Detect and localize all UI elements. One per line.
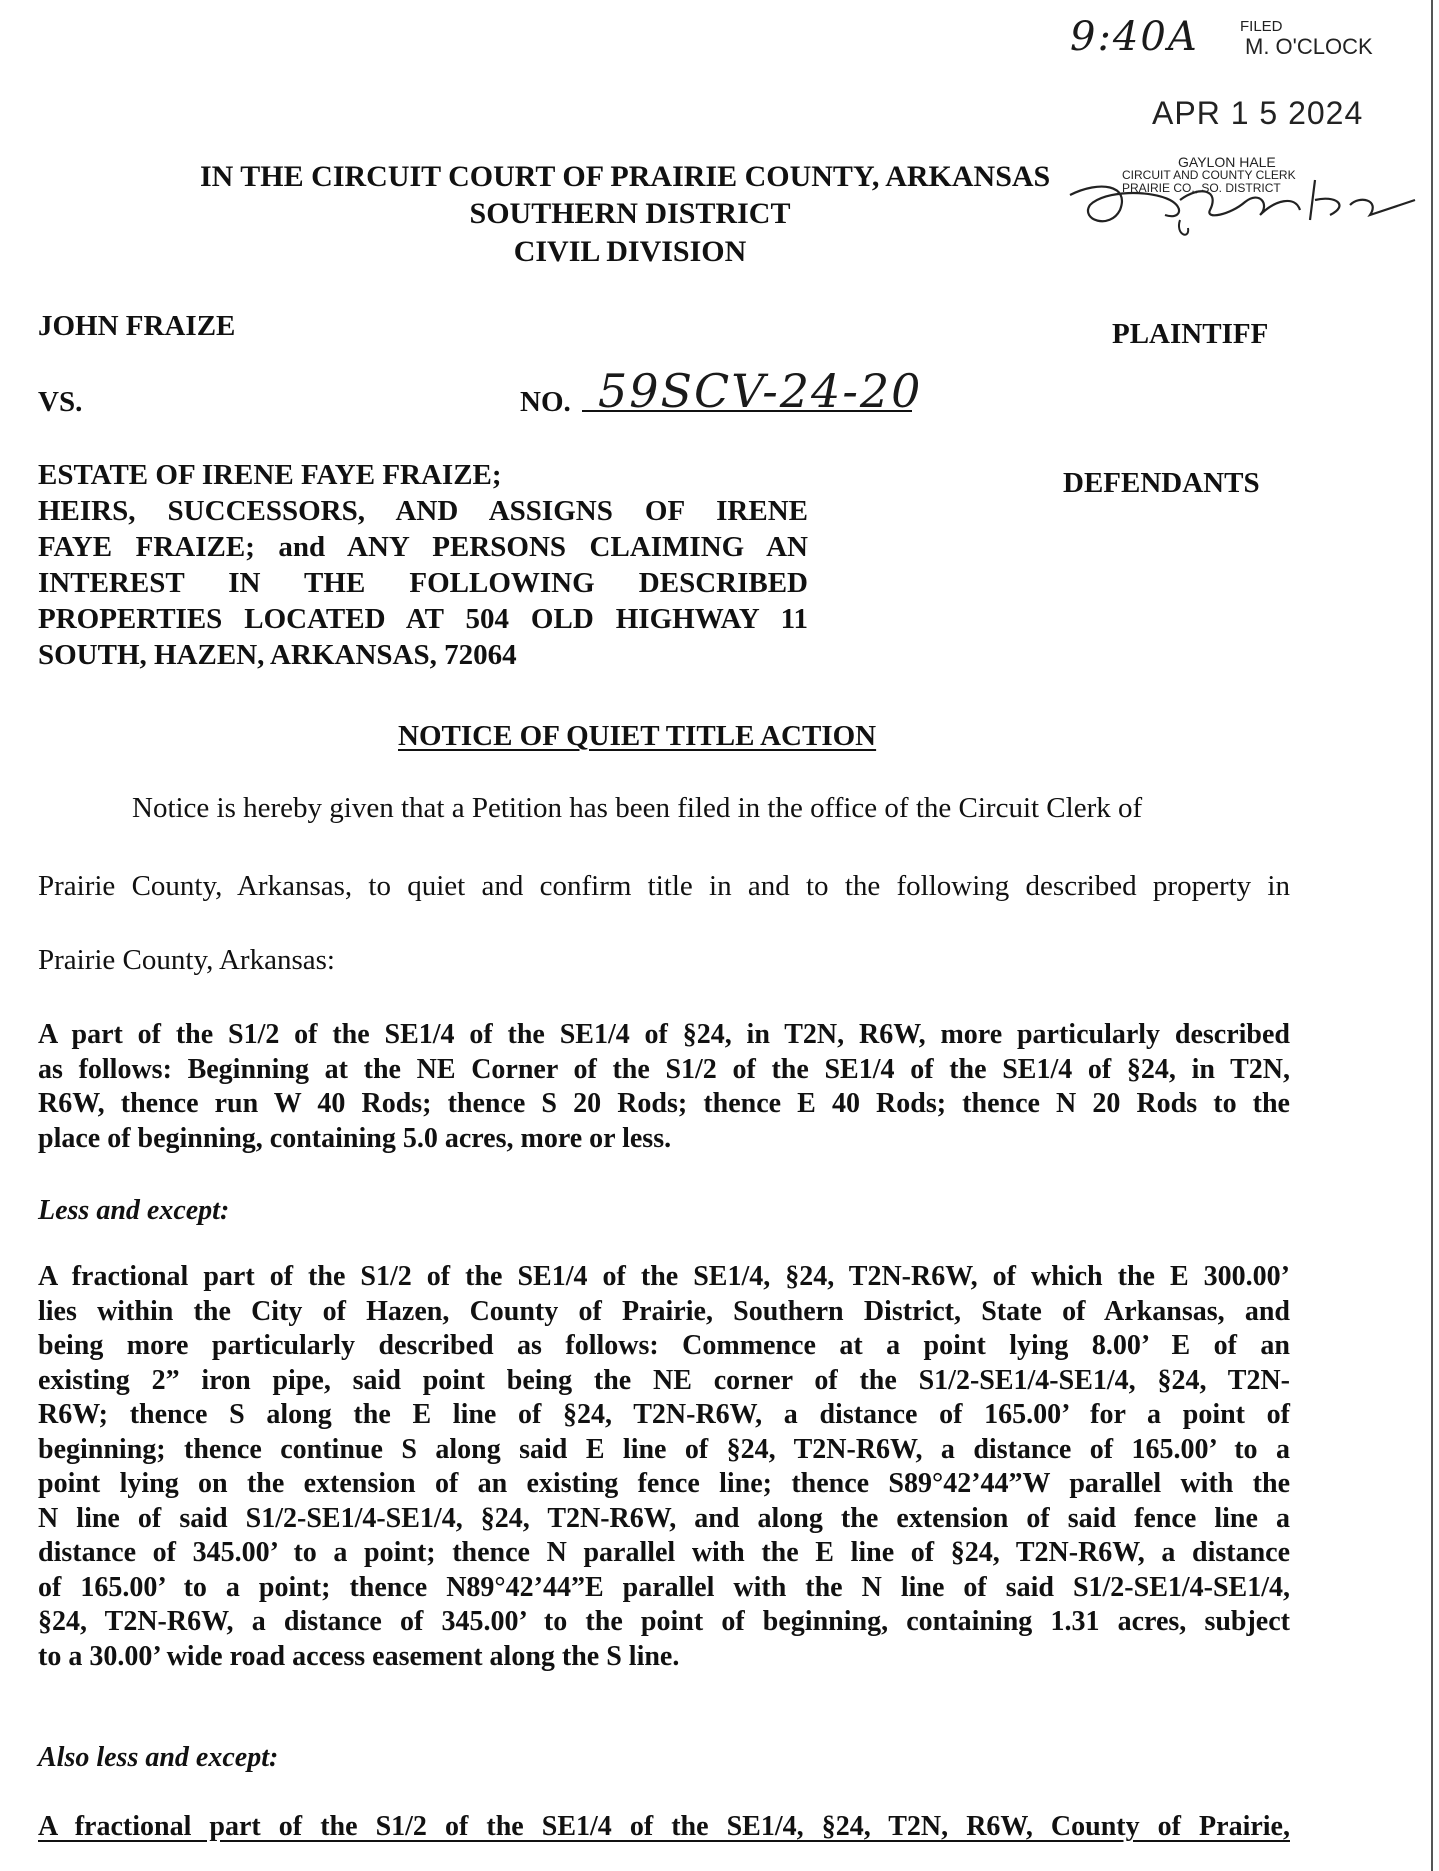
defendants-label: DEFENDANTS xyxy=(1063,467,1260,499)
property-description-2 xyxy=(38,1260,1290,1674)
defendant-line: FAYE FRAIZE; and ANY PERSONS CLAIMING AN xyxy=(38,531,808,563)
description-line: of 165.00’ to a point; thence N89°42’44”E parallel with the N line of said S1/2-SE1/4-SE1/4, xyxy=(38,1571,1290,1603)
defendant-line: INTEREST IN THE FOLLOWING DESCRIBED xyxy=(38,567,808,599)
description-line: A fractional part of the S1/2 of the SE1/4 of the SE1/4, §24, T2N-R6W, of which the E 300.00’ xyxy=(38,1261,1290,1292)
notice-line-3: Prairie County, Arkansas: xyxy=(38,944,335,976)
notice-line-2: Prairie County, Arkansas, to quiet and confirm title in and to the following described property in xyxy=(38,870,1290,902)
description-line: R6W, thence run W 40 Rods; thence S 20 Rods; thence E 40 Rods; thence N 20 Rods to the xyxy=(38,1088,1290,1119)
court-heading-line1: IN THE CIRCUIT COURT OF PRAIRIE COUNTY, ARKANSAS xyxy=(200,160,1051,193)
property-description-1 xyxy=(38,1018,1290,1156)
court-heading-line3: CIVIL DIVISION xyxy=(513,235,747,268)
description-line: R6W; thence S along the E line of §24, T2N-R6W, a distance of 165.00’ for a point of xyxy=(38,1399,1290,1430)
stamp-time-handwritten: 9:40A xyxy=(1070,14,1199,60)
description-line: beginning; thence continue S along said E line of §24, T2N-R6W, a distance of 165.00’ to a xyxy=(38,1433,1290,1465)
court-heading-line2: SOUTHERN DISTRICT xyxy=(469,197,791,230)
description-line: being more particularly described as follows: Commence at a point lying 8.00’ E of an xyxy=(38,1330,1290,1361)
description-line: A fractional part of the S1/2 of the SE1/4 of the SE1/4, §24, T2N, R6W, County of Prairie, xyxy=(38,1811,1290,1842)
defendant-line: HEIRS, SUCCESSORS, AND ASSIGNS OF IRENE xyxy=(38,495,808,527)
defendant-line: SOUTH, HAZEN, ARKANSAS, 72064 xyxy=(38,639,517,671)
description-line: N line of said S1/2-SE1/4-SE1/4, §24, T2N-R6W, and along the extension of said fence line a xyxy=(38,1502,1290,1534)
property-description-3 xyxy=(38,1810,1290,1845)
defendant-line: PROPERTIES LOCATED AT 504 OLD HIGHWAY 11 xyxy=(38,603,808,635)
page-edge-line xyxy=(1431,0,1433,1871)
stamp-date: APR 1 5 2024 xyxy=(1152,95,1364,131)
stamp-clerk-district: PRAIRIE CO., SO. DISTRICT xyxy=(1122,181,1281,195)
description-line: point lying on the extension of an existing fence line; thence S89°42’44”W parallel with the xyxy=(38,1468,1290,1499)
defendants-block xyxy=(38,457,808,673)
document-title: NOTICE OF QUIET TITLE ACTION xyxy=(398,720,877,752)
stamp-clerk-name: GAYLON HALE xyxy=(1178,154,1276,170)
case-number-handwritten: 59SCV-24-20 xyxy=(598,364,923,418)
notice-line-1: Notice is hereby given that a Petition has been filed in the office of the Circuit Clerk of xyxy=(132,792,1143,824)
defendant-line: ESTATE OF IRENE FAYE FRAIZE; xyxy=(38,459,502,491)
plaintiff-name: JOHN FRAIZE xyxy=(38,310,236,342)
description-line: §24, T2N-R6W, a distance of 345.00’ to the point of beginning, containing 1.31 acres, subject xyxy=(38,1606,1290,1637)
versus-label: VS. xyxy=(38,386,83,418)
description-line: to a 30.00’ wide road access easement along the S line. xyxy=(38,1640,680,1672)
case-number-label: NO. xyxy=(520,386,571,418)
stamp-clerk-title: CIRCUIT AND COUNTY CLERK xyxy=(1122,168,1296,182)
description-line: distance of 345.00’ to a point; thence N parallel with the E line of §24, T2N-R6W, a distance xyxy=(38,1537,1290,1568)
stamp-filed: FILED xyxy=(1240,18,1283,35)
description-line: as follows: Beginning at the NE Corner of the S1/2 of the SE1/4 of the SE1/4 of §24, in T2N, xyxy=(38,1053,1290,1085)
plaintiff-label: PLAINTIFF xyxy=(1112,318,1269,350)
description-line: place of beginning, containing 5.0 acres, more or less. xyxy=(38,1122,672,1154)
stamp-oclock: M. O'CLOCK xyxy=(1245,34,1373,59)
also-less-and-except-label: Also less and except: xyxy=(38,1742,279,1773)
description-line: A part of the S1/2 of the SE1/4 of the SE1/4 of §24, in T2N, R6W, more particularly described xyxy=(38,1019,1290,1050)
description-line: existing 2” iron pipe, said point being the NE corner of the S1/2-SE1/4-SE1/4, §24, T2N- xyxy=(38,1364,1290,1396)
description-line: lies within the City of Hazen, County of Prairie, Southern District, State of Arkansas, and xyxy=(38,1295,1290,1327)
less-and-except-label: Less and except: xyxy=(38,1195,230,1226)
